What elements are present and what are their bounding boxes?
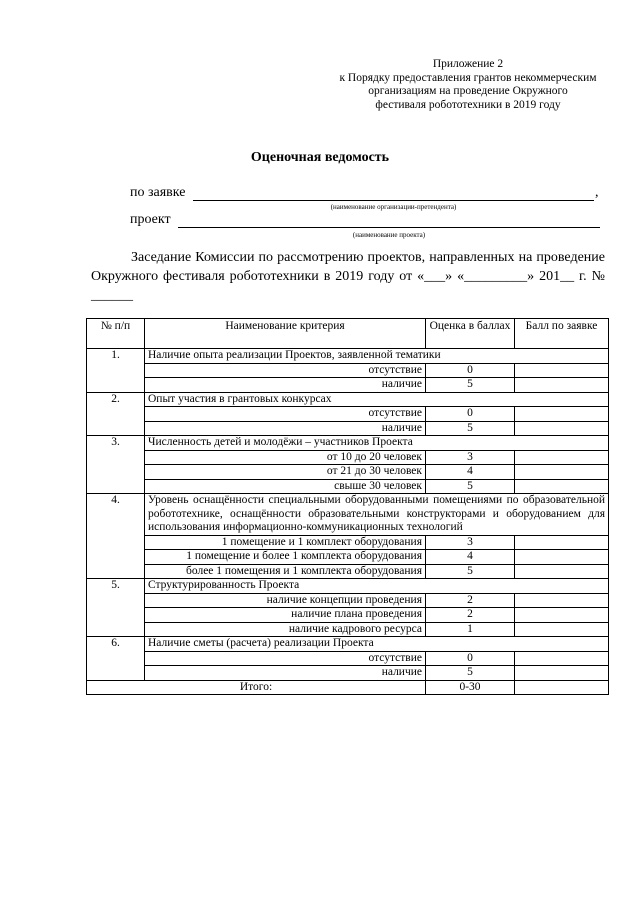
criterion-row [87, 436, 609, 451]
evaluation-table [86, 318, 609, 695]
criterion-row [87, 579, 609, 594]
option-score: 2 [426, 593, 515, 608]
criterion-row [87, 637, 609, 652]
ball-cell[interactable] [515, 564, 609, 579]
option-score: 0 [426, 363, 515, 378]
option-score: 4 [426, 550, 515, 565]
ball-cell[interactable] [515, 666, 609, 681]
option-row [87, 450, 609, 465]
ball-cell[interactable] [515, 465, 609, 480]
option-row [87, 421, 609, 436]
option-label: от 21 до 30 человек [145, 465, 426, 480]
criterion-num: 4. [87, 494, 145, 579]
option-score: 0 [426, 651, 515, 666]
header-ball: Балл по заявке [515, 319, 609, 349]
option-score: 5 [426, 421, 515, 436]
ball-cell[interactable] [515, 450, 609, 465]
option-score: 1 [426, 622, 515, 637]
request-comma: , [595, 185, 599, 200]
option-label: наличие кадрового ресурса [145, 622, 426, 637]
ball-cell[interactable] [515, 593, 609, 608]
criterion-num: 6. [87, 637, 145, 681]
session-paragraph: Заседание Комиссии по рассмотрению проектов, направленных на проведение Окружного фестиваля робототехники в 2019 году от «___» «_________» 201__ г. № ______ [91, 250, 605, 303]
ball-cell[interactable] [515, 535, 609, 550]
option-row [87, 564, 609, 579]
option-row [87, 479, 609, 494]
ball-cell[interactable] [515, 550, 609, 565]
option-row [87, 651, 609, 666]
option-label: 1 помещение и 1 комплект оборудования [145, 535, 426, 550]
criterion-row [87, 349, 609, 364]
project-label: проект [130, 212, 171, 227]
ball-cell[interactable] [515, 421, 609, 436]
option-score: 5 [426, 564, 515, 579]
request-underline[interactable] [193, 200, 594, 201]
criterion-num: 5. [87, 579, 145, 637]
option-row [87, 407, 609, 422]
header-num: № п/п [87, 319, 145, 349]
criterion-row [87, 494, 609, 536]
criterion-num: 3. [87, 436, 145, 494]
option-label: отсутствие [145, 363, 426, 378]
option-score: 4 [426, 465, 515, 480]
option-row [87, 465, 609, 480]
criterion-num: 2. [87, 392, 145, 436]
option-row [87, 378, 609, 393]
option-score: 0 [426, 407, 515, 422]
appendix-line: фестиваля робототехники в 2019 году [375, 98, 561, 111]
option-row [87, 593, 609, 608]
criterion-row [87, 392, 609, 407]
option-label: наличие [145, 378, 426, 393]
criterion-title: Численность детей и молодёжи – участников Проекта [145, 436, 609, 451]
ball-cell[interactable] [515, 407, 609, 422]
ball-cell[interactable] [515, 608, 609, 623]
total-row [87, 680, 609, 695]
criterion-title: Опыт участия в грантовых конкурсах [145, 392, 609, 407]
option-label: свыше 30 человек [145, 479, 426, 494]
option-score: 5 [426, 666, 515, 681]
appendix-line: Приложение 2 [432, 58, 504, 70]
header-name: Наименование критерия [145, 319, 426, 349]
option-label: от 10 до 20 человек [145, 450, 426, 465]
appendix-line: организациям на проведение Окружного [368, 85, 568, 97]
option-score: 3 [426, 450, 515, 465]
option-row [87, 666, 609, 681]
criterion-title: Наличие опыта реализации Проектов, заявленной тематики [145, 349, 609, 364]
criterion-title: Структурированность Проекта [145, 579, 609, 594]
option-label: наличие [145, 421, 426, 436]
project-caption: (наименование проекта) [352, 231, 426, 239]
request-caption: (наименование организации-претендента) [330, 203, 457, 211]
option-score: 3 [426, 535, 515, 550]
option-row [87, 550, 609, 565]
criterion-title: Уровень оснащённости специальными оборудованными помещениями по образовательной робототехнике, оснащённости образовательными конструкторами и оборудованием для использования информационно-коммуникационных технологий [145, 494, 609, 536]
option-row [87, 622, 609, 637]
option-score: 2 [426, 608, 515, 623]
option-row [87, 608, 609, 623]
option-row [87, 363, 609, 378]
criterion-num: 1. [87, 349, 145, 393]
option-row [87, 535, 609, 550]
ball-cell[interactable] [515, 378, 609, 393]
project-underline[interactable] [178, 227, 600, 228]
option-score: 5 [426, 378, 515, 393]
total-label: Итого: [87, 680, 426, 695]
option-label: наличие концепции проведения [145, 593, 426, 608]
total-ball-cell[interactable] [515, 680, 609, 695]
option-label: 1 помещение и более 1 комплекта оборудования [145, 550, 426, 565]
option-score: 5 [426, 479, 515, 494]
ball-cell[interactable] [515, 622, 609, 637]
option-label: наличие [145, 666, 426, 681]
total-score: 0-30 [426, 680, 515, 695]
appendix-line: к Порядку предоставления грантов некоммерческим [339, 71, 597, 84]
table-header-row [87, 319, 609, 349]
request-label: по заявке [130, 185, 186, 200]
criterion-title: Наличие сметы (расчета) реализации Проекта [145, 637, 609, 652]
option-label: отсутствие [145, 407, 426, 422]
ball-cell[interactable] [515, 651, 609, 666]
header-score: Оценка в баллах [426, 319, 515, 349]
ball-cell[interactable] [515, 363, 609, 378]
option-label: более 1 помещения и 1 комплекта оборудования [145, 564, 426, 579]
option-label: наличие плана проведения [145, 608, 426, 623]
ball-cell[interactable] [515, 479, 609, 494]
option-label: отсутствие [145, 651, 426, 666]
document-title: Оценочная ведомость [250, 150, 390, 165]
appendix-header [318, 58, 618, 112]
